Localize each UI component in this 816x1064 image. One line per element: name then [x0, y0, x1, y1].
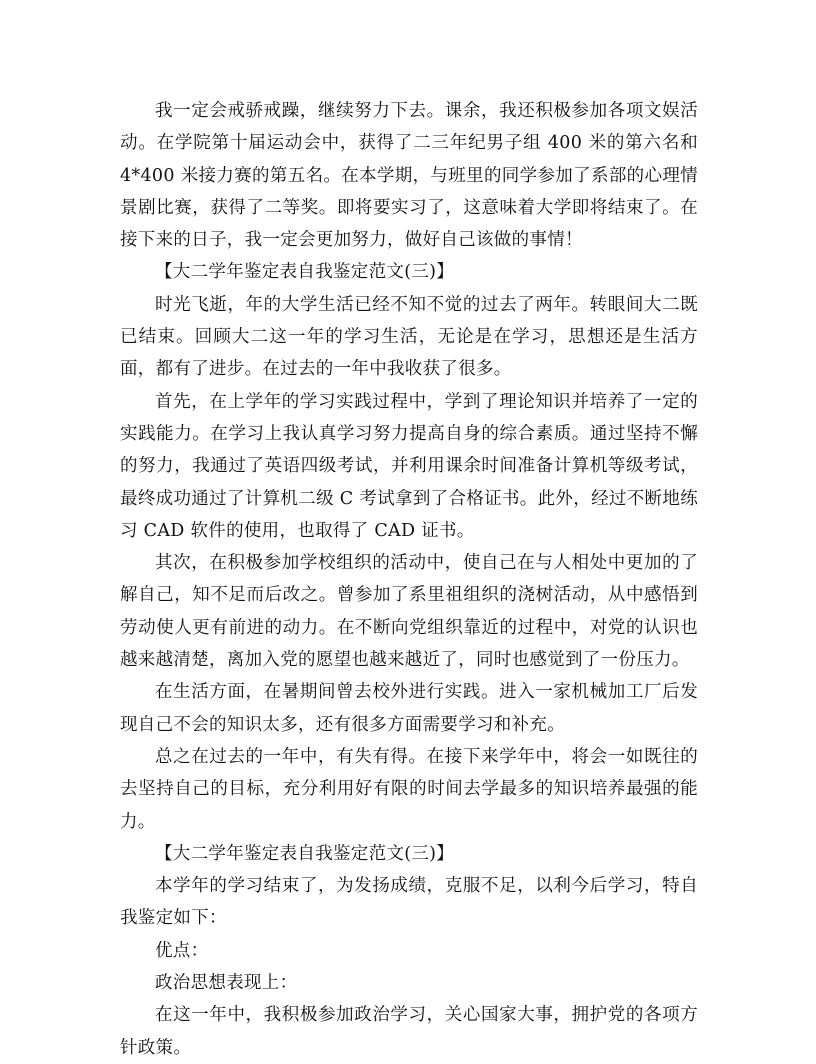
paragraph-activities: 我一定会戒骄戒躁，继续努力下去。课余，我还积极参加各项文娱活动。在学院第十届运动会中，获得了二三年纪男子组 400 米的第六名和 4*400 米接力赛的第五名。在本学期，与班里的同学参加了系部的心理情景剧比赛，获得了二等奖。即将要实习了，这意味着大学即将结束了。在接下来的日子，我一定会更加努力，做好自己该做的事情！: [120, 101, 698, 251]
paragraph-summary: 总之在过去的一年中，有失有得。在接下来学年中，将会一如既往的去坚持自己的目标，充分利用好有限的时间去学最多的知识培养最强的能力。: [120, 746, 698, 832]
document-page: [120, 95, 698, 1064]
paragraph-life: 在生活方面，在暑期间曾去校外进行实践。进入一家机械加工厂后发现自己不会的知识太多，还有很多方面需要学习和补充。: [120, 682, 698, 735]
section-heading-sample-three: 【大二学年鉴定表自我鉴定范文(三)】: [155, 262, 455, 283]
paragraph-political-detail: 在这一年中，我积极参加政治学习，关心国家大事，拥护党的各项方针政策。: [120, 1005, 698, 1058]
paragraph-second-activities: 其次，在积极参加学校组织的活动中，使自己在与人相处中更加的了解自己，知不足而后改之。曾参加了系里祖组织的浇树活动，从中感悟到劳动使人更有前进的动力。在不断向党组织靠近的过程中，对党的认识也越来越清楚，离加入党的愿望也越来越近了，同时也感觉到了一份压力。: [120, 553, 698, 671]
paragraph-first-study: 首先，在上学年的学习实践过程中，学到了理论知识并培养了一定的实践能力。在学习上我认真学习努力提高自身的综合素质。通过坚持不懈的努力，我通过了英语四级考试，并利用课余时间准备计算机等级考试，最终成功通过了计算机二级 C 考试拿到了合格证书。此外，经过不断地练习 CAD 软件的使用，也取得了 CAD 证书。: [120, 391, 698, 541]
paragraph-strengths-label: 优点：: [155, 940, 209, 961]
paragraph-time-flies: 时光飞逝，年的大学生活已经不知不觉的过去了两年。转眼间大二既已结束。回顾大二这一年的学习生活，无论是在学习，思想还是生活方面，都有了进步。在过去的一年中我收获了很多。: [120, 294, 698, 380]
section-heading-sample-three-repeat: 【大二学年鉴定表自我鉴定范文(三)】: [155, 843, 455, 864]
paragraph-intro-self-assessment: 本学年的学习结束了，为发扬成绩，克服不足，以利今后学习，特自我鉴定如下：: [120, 876, 698, 929]
paragraph-political-label: 政治思想表现上：: [155, 973, 298, 994]
